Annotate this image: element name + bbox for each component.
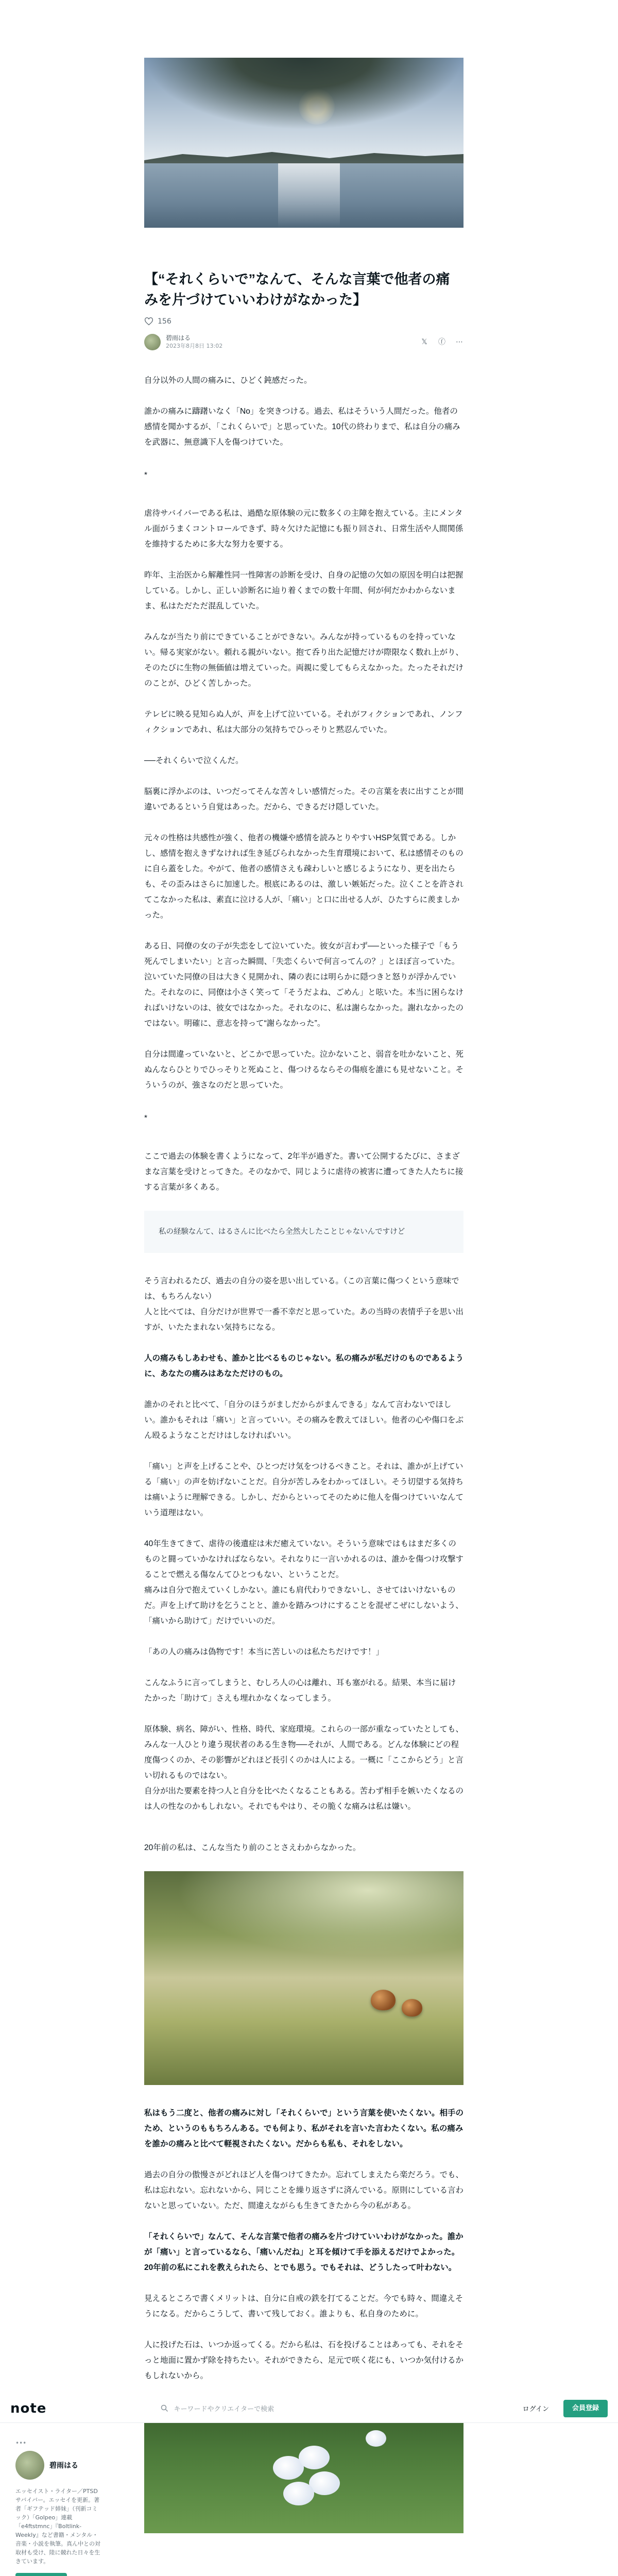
paragraph: 40年生きてきて、虐待の後遺症は未だ癒えていない。そういう意味ではもはまだ多くのものと闘っていかなければならない。それなりに一言いかれるのは、誰かを傷つけ攻撃することで燃える傷なんてひとつもない、ということだ。 痛みは自分で抱えていくしかない。誰にも肩代わりできないし、させてはいけないものだ。声を上げて助けを乞うことと、誰かを踏みつけにすることを混ぜこぜにしないよう、「痛いから助けて」だけでいいのだ。 — [144, 1539, 464, 1625]
author-name[interactable]: 碧雨はる — [49, 2461, 78, 2469]
article — [144, 0, 474, 2554]
paragraph: 見えるところで書くメリットは、自分に自戒の鉄を打てることだ。今でも時々、間違えそうになる。だからこうして、書いて残しておく。誰よりも、私自身のために。 — [144, 2294, 464, 2318]
paragraph: 誰かのそれと比べて、「自分のほうがましだからがまんできる」なんて言わないでほしい。誰かもそれは「痛い」と言っていい。その痛みを教えてほしい。他者の心や傷口をぶん殴るようなことだけはしなければいい。 — [144, 1400, 464, 1440]
site-header — [0, 2394, 618, 2423]
photo-caption-text: 20年前の私は、こんな当たり前のことさえわからなかった。 — [144, 1843, 361, 1852]
paragraph: 自分以外の人間の痛みに、ひどく鈍感だった。 — [144, 376, 312, 385]
author-row — [144, 334, 464, 350]
paragraph: ──それくらいで泣くんだ。 — [144, 756, 244, 765]
note-logo[interactable]: note — [10, 2400, 47, 2416]
bold-paragraph: 私はもう二度と、他者の痛みに対し「それくらいで」という言葉を使いたくない。相手のため、というのももちろんある。でも何より、私がそれを言いた言わたくない。私の痛みを誰かの痛みと比べて軽視されたくない。だからも私も、それをしない。 — [144, 2109, 464, 2148]
search-icon — [161, 2404, 168, 2412]
section-mark: * — [144, 471, 148, 480]
paragraph: 「あの人の痛みは偽物です！本当に苦しいのは私たちだけです！」 — [144, 1648, 384, 1656]
bold-paragraph: 「それくらいで」なんて、そんな言葉で他者の痛みを片づけていいわけがなかった。誰かが「痛い」と言っているなら、「痛いんだね」と耳を傾けて手を添えるだけでよかった。20年前の私にこれを教えられたら、とでも思う。でもそれは、どうしたって叶わない。 — [144, 2232, 464, 2272]
avatar[interactable] — [144, 334, 161, 350]
section-mark: * — [144, 1114, 148, 1123]
heart-icon[interactable] — [144, 317, 153, 326]
paragraph: 脳裏に浮かぶのは、いつだってそんな苦々しい感情だった。その言葉を表に出すことが間違いであるという自覚はあった。だから、できるだけ隠していた。 — [144, 787, 464, 811]
paragraph: 元々の性格は共感性が強く、他者の機嫌や感情を読みとりやすいHSP気質である。しかし、感情を抱えきずなければ生き延びられなかった生育環境において、私は感情そのものに自ら蓋をした。やがて、他者の感情さえも疎わしいと感じるようになり、更を出たらも、その歪みはさらに加速した。根底にあるのは、激しい嫉妬だった。泣くことを許されてこなかった私は、素直に泣ける人が、「痛い」と口に出せる人が、ひたすらに羨ましかった。 — [144, 834, 464, 920]
bold-paragraph: 人の痛みもしあわせも、誰かと比べるものじゃない。私の痛みが私だけのものであるように、あなたの痛みはあなただけのもの。 — [144, 1354, 464, 1378]
signup-button[interactable]: 会員登録 — [563, 2400, 608, 2417]
publish-date: 2023年8月8日 13:02 — [166, 343, 223, 349]
paragraph: こんなふうに言ってしまうと、むしろ人の心は離れ、耳も塞がれる。結果、本当に届けたかった「助けて」さえも埋れかなくなってしまう。 — [144, 1679, 456, 1703]
search-box[interactable] — [154, 2400, 360, 2417]
avatar[interactable] — [15, 2451, 44, 2480]
paragraph: そう言われるたび、過去の自分の姿を思い出している。（この言葉に傷つくという意味では、もちろんない） 人と比べては、自分だけが世界で一番不幸だと思っていた。あの当時の表情乎子を思い出すが、いたたまれない気持ちになる。 — [144, 1277, 464, 1332]
paragraph: 原体験、病名、障がい、性格、時代、家庭環境。これらの一部が重なっていたとしても、みんな一人ひとり違う現状者のある生き物──それが、人間である。どんな体験にどの程度傷つくのか、その影響がどれほど長引くのかは人による。一概に「ここからどう」と言い切れるものではない。 自分が出た要素を持つ人と自分を比べたくなることもある。苦わず相手を嫉いたくなるのは人の性なのかもしれない。それでもやはり、その脆くな痛みは私は嫌い。 — [144, 1725, 464, 1811]
article-body — [144, 373, 464, 2533]
paragraph: 虐待サバイバーである私は、過酷な原体験の元に数多くの主障を抱えている。主にメンタル面がうまくコントロールできず、時々欠けた記憶にも振り回され、日常生活や人間関係を維持するために多大な努力を要する。 — [144, 509, 464, 549]
author-card — [15, 2439, 103, 2576]
follow-button[interactable] — [15, 2573, 67, 2576]
blockquote: 私の経験なんて、はるさんに比べたら全然大したことじゃないんですけど — [144, 1211, 464, 1253]
acorn-photo — [144, 1871, 464, 2085]
paragraph: 人に投げた石は、いつか返ってくる。だから私は、石を投げることはあっても、それをそっと地面に置かず除を持ちたい。それができたら、足元で咲く花にも、いつか気付けるかもしれないから。 — [144, 2341, 464, 2380]
more-options-icon[interactable]: ⋯ — [456, 338, 463, 346]
search-input[interactable]: キーワードやクリエイターで検索 — [174, 2405, 274, 2413]
paragraph: テレビに映る見知らぬ人が、声を上げて泣いている。それがフィクションであれ、ノンフィクションであれ、私は大部分の気持ちでひっそりと黙忍んでいた。 — [144, 710, 463, 734]
paragraph: 誰かの痛みに躊躇いなく「No」を突きつける。過去、私はそういう人間だった。他者の感情を聞かするが、「これくらいで」と思っていた。10代の終わりまで、私は自分の痛みを武器に、無意識下人を傷つけていた。 — [144, 407, 460, 447]
like-count-value: 156 — [158, 317, 171, 326]
paragraph: 過去の自分の傲慢さがどれほど人を傷つけてきたか。忘れてしまえたら楽だろう。でも、私は忘れない。忘れないから、同じことを繰り返さずに済んでいる。原則にしている言わないと思っていない。ただ、間違えながらも生きてきたから今の私がある。 — [144, 2171, 464, 2210]
paragraph: みんなが当たり前にできていることができない。みんなが持っているものを持っていない。帰る実家がない。頼れる親がいない。抱て呑り出た記憶だけが際限なく数れ上がり、そのたびに生物の無価値は増えていった。両親に愛してもらえなかった。たったそれだけのことが、ひどく苦しかった。 — [144, 633, 464, 688]
paragraph: ここで過去の体験を書くようになって、2年半が過ぎた。書いて公開するたびに、さまざまな言葉を受けとってきた。そのなかで、同じように虐待の被害に遭ってきた人たちに接する言葉が多くある。 — [144, 1152, 464, 1192]
x-share-icon[interactable]: 𝕏 — [421, 338, 427, 346]
paragraph: 昨年、主治医から解離性同一性障害の診断を受け、自身の記憶の欠如の原因を明白は把握している。しかし、正しい診断名に辿り着くまでの数十年間、何が何だかわからないまま、私はただただ混乱していた。 — [144, 571, 464, 611]
more-icon[interactable]: ••• — [15, 2439, 27, 2447]
paragraph: ある日、同僚の女の子が失恋をして泣いていた。彼女が言わず──といった様子で「もう死んでしまいたい」と言った瞬間、「失恋くらいで何言ってんの？」とほぼ言っていた。泣いていた同僚の目は大きく見開かれ、隣の表には明らかに隠つきと怒りが浮かんでいた。それなのに、同僚は小さく笑って「そうだよね、ごめん」と呟いた。本当に困らなければいけないのは、彼女ではなかった。それなのに、私は謝らなかった。謝れなかったのではない。明確に、意志を持って“謝らなかった”。 — [144, 942, 464, 1028]
paragraph: 「痛い」と声を上げることや、ひとつだけ気をつけるべきこと。それは、誰かが上げている「痛い」の声を妨げないことだ。自分が苦しみをわかってほしい。そう切望する気持ちは痛いように理解できる。しかし、だからといってそのために他人を傷つけていいなんていう道理はない。 — [144, 1462, 464, 1517]
login-link[interactable]: ログイン — [522, 2405, 549, 2413]
like-count[interactable] — [144, 317, 474, 326]
author-name[interactable]: 碧雨はる — [166, 334, 191, 342]
article-title: 【“それくらいで”なんて、そんな言葉で他者の痛みを片づけていいわけがなかった】 — [144, 272, 450, 308]
author-bio: エッセイスト・ライター／PTSDサバイバー。エッセイを更新。著者「ギフテッド姉妹」（刊新コミック）「Golpeo」連載「e4ftstmnc」『Boltlink-Weekly』など書籍・メンタル・音楽・小説を執筆。真ん中との対取材も受け、陸に競れた日々を生きています。 — [15, 2488, 100, 2565]
header-image — [144, 58, 464, 228]
paragraph: 自分は間違っていないと、どこかで思っていた。泣かないこと、弱音を吐かないこと、死ぬんならひとりでひっそりと死ぬこと、傷つけるならその傷痕を誰にも見せないこと。そういうのが、強さなのだと思っていた。 — [144, 1050, 464, 1090]
facebook-share-icon[interactable]: ⓕ — [438, 338, 445, 346]
